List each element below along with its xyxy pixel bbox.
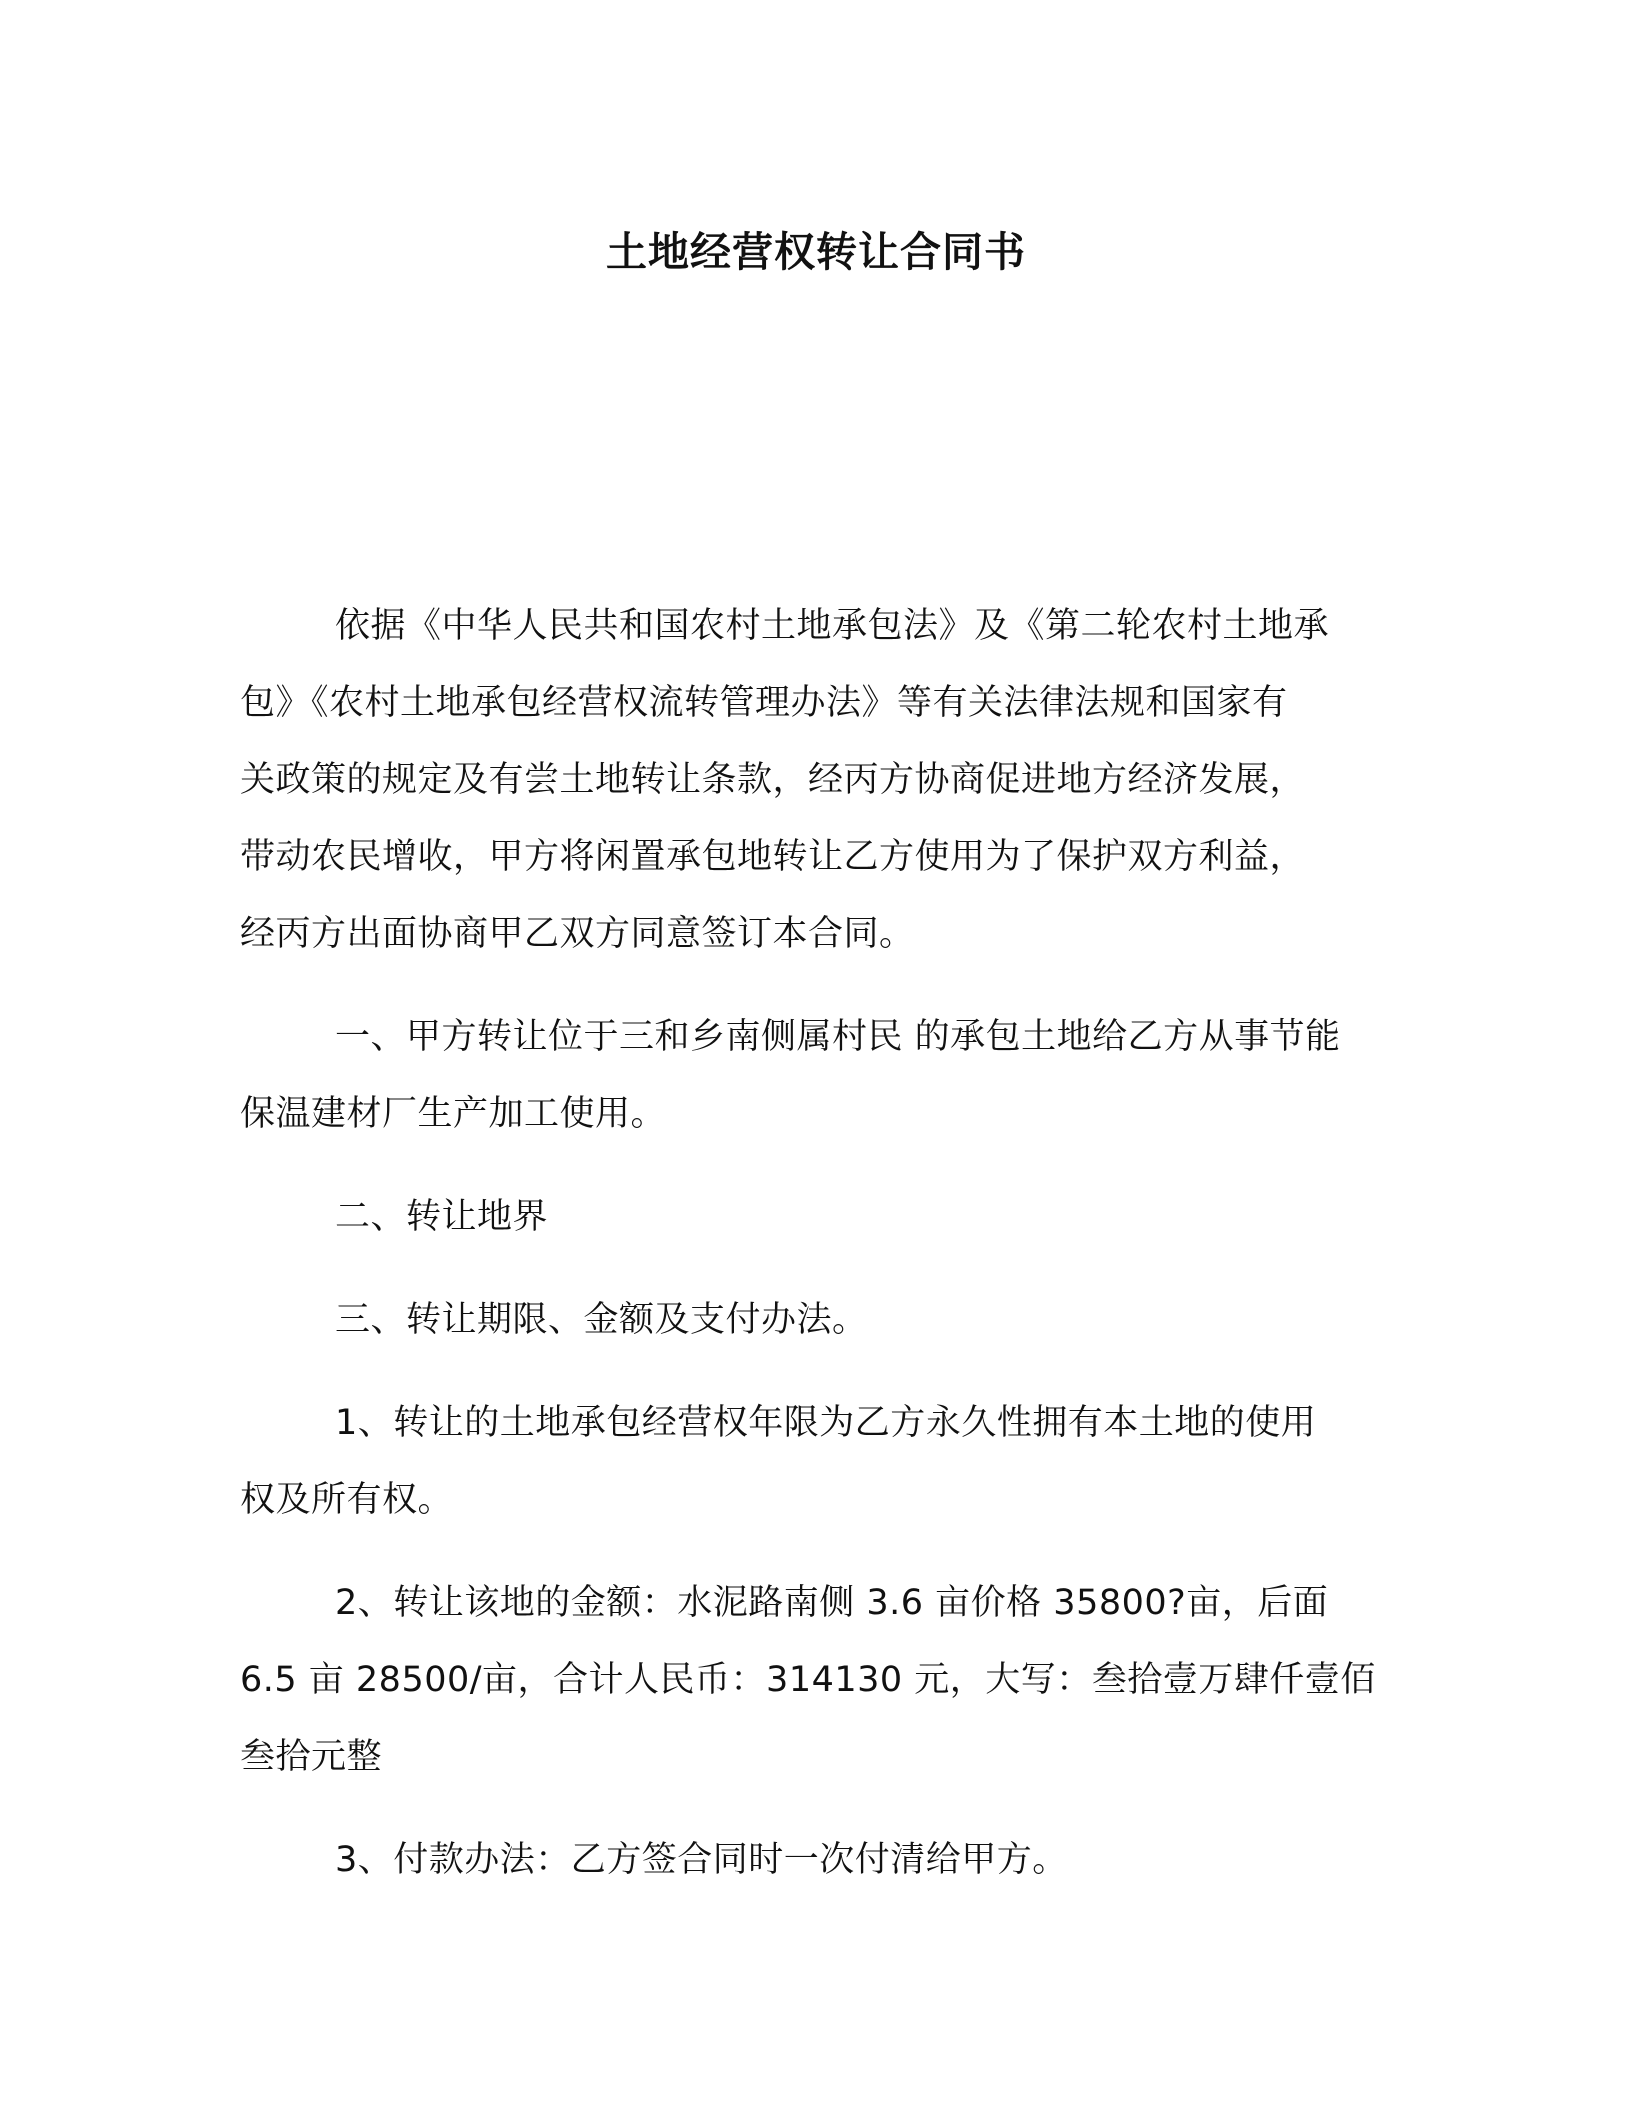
text-line: 一、甲方转让位于三和乡南侧属村民 的承包土地给乙方从事节能: [335, 1017, 1341, 1057]
paragraph-item-2: [240, 1565, 1390, 1796]
text-line: 包》《农村土地承包经营权流转管理办法》等有关法律法规和国家有: [240, 683, 1288, 723]
text-line: 关政策的规定及有尝土地转让条款，经丙方协商促进地方经济发展，: [240, 760, 1306, 800]
text-line: 带动农民增收，甲方将闲置承包地转让乙方使用为了保护双方利益，: [240, 837, 1306, 877]
text-line: 依据《中华人民共和国农村土地承包法》及《第二轮农村土地承: [335, 606, 1330, 646]
text-line: 叁拾元整: [240, 1737, 383, 1777]
paragraph-clause-3: [240, 1282, 1390, 1359]
text-line: 2、转让该地的金额：水泥路南侧 3.6 亩价格 35800?亩，后面: [335, 1583, 1329, 1623]
text-line: 3、付款办法：乙方签合同时一次付清给甲方。: [335, 1840, 1068, 1880]
document-title: 土地经营权转让合同书: [606, 228, 1026, 276]
paragraph-item-3: [240, 1822, 1390, 1899]
paragraph-preamble: [240, 588, 1390, 973]
text-line: 保温建材厂生产加工使用。: [240, 1094, 667, 1134]
paragraph-clause-2: [240, 1179, 1390, 1256]
text-line: 1、转让的土地承包经营权年限为乙方永久性拥有本土地的使用: [335, 1403, 1317, 1443]
paragraph-clause-1: [240, 999, 1390, 1153]
text-line: 6.5 亩 28500/亩，合计人民币：314130 元，大写：叁拾壹万肆仟壹佰: [240, 1660, 1376, 1700]
document-body: [240, 588, 1390, 1899]
text-line: 三、转让期限、金额及支付办法。: [335, 1300, 868, 1340]
text-line: 经丙方出面协商甲乙双方同意签订本合同。: [240, 914, 915, 954]
text-line: 权及所有权。: [240, 1480, 454, 1520]
text-line: 二、转让地界: [335, 1197, 549, 1237]
paragraph-item-1: [240, 1385, 1390, 1539]
